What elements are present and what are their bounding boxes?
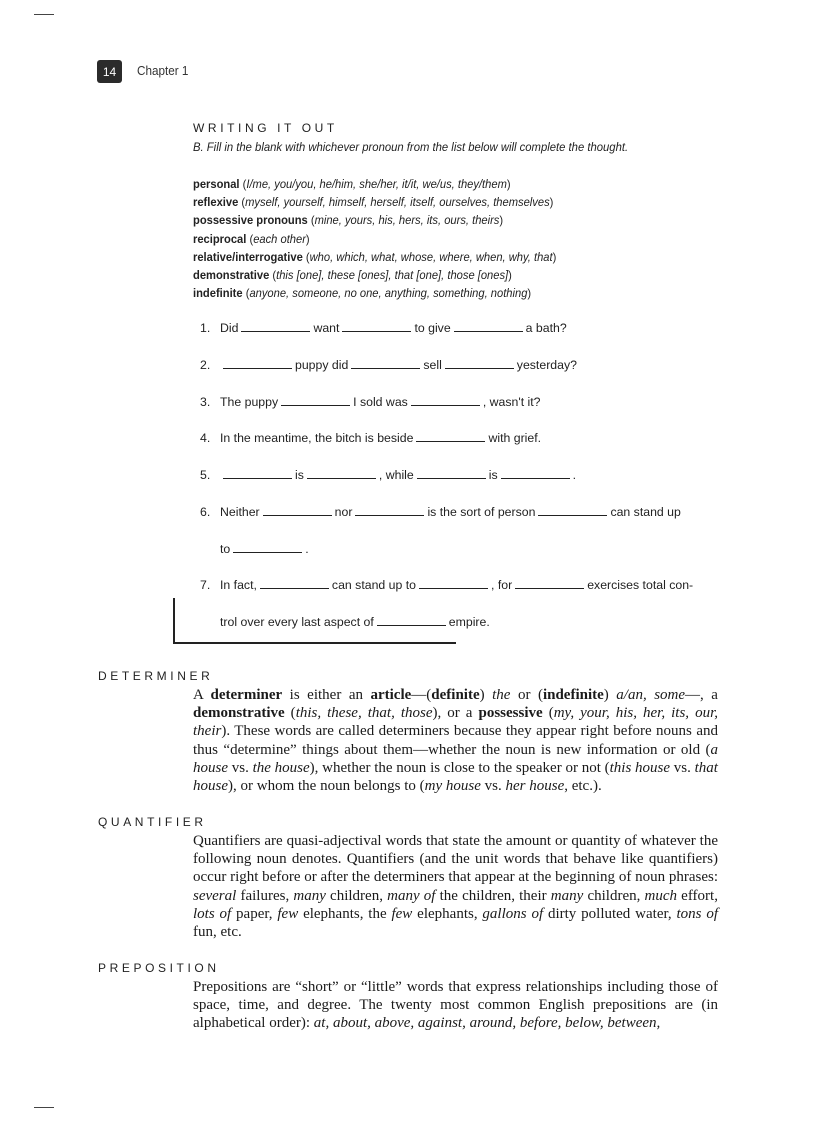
quantifier-heading: QUANTIFIER: [98, 815, 207, 829]
exercise-title: WRITING IT OUT: [193, 121, 338, 135]
answer-blank[interactable]: [307, 467, 376, 479]
exercise-bracket-horizontal: [173, 642, 456, 644]
quantifier-definition: Quantifiers are quasi-adjectival words that state the amount or quantity of whatever the following noun denotes. Quantifiers (and the unit words that behave like quantifiers) occur right before or after the determiners that appear at the beginning of noun phrases: several failures, many children, many of the children, their many children, much effort, lots of paper, few elephants, the few elephants, gallons of dirty polluted water, tons of fun, etc.: [193, 833, 718, 941]
crop-mark-bottom: [34, 1107, 54, 1108]
pronoun-type: demonstrative (this [one], these [ones], that [one], those [ones]): [193, 268, 512, 283]
exercise-item-4: 4. In the meantime, the bitch is beside with grief.: [200, 431, 542, 445]
answer-blank[interactable]: [233, 541, 302, 553]
answer-blank[interactable]: [342, 320, 411, 332]
answer-blank[interactable]: [223, 467, 292, 479]
pronoun-type: reflexive (myself, yourself, himself, herself, itself, ourselves, themselves): [193, 195, 554, 210]
page-number-badge: 14: [97, 60, 122, 83]
exercise-item-7: 7. In fact, can stand up to , for exercises total con-: [200, 578, 694, 592]
exercise-item-2: 2. puppy did sell yesterday?: [200, 358, 577, 372]
preposition-heading: PREPOSITION: [98, 961, 220, 975]
exercise-item-6: 6. Neither nor is the sort of person can stand up: [200, 505, 681, 519]
crop-mark-top: [34, 14, 54, 15]
answer-blank[interactable]: [260, 577, 329, 589]
answer-blank[interactable]: [445, 357, 514, 369]
answer-blank[interactable]: [419, 577, 488, 589]
exercise-item-5: 5. is , while is .: [200, 468, 577, 482]
exercise-item-1: 1. Did want to give a bath?: [200, 321, 567, 335]
determiner-heading: DETERMINER: [98, 669, 214, 683]
answer-blank[interactable]: [538, 504, 607, 516]
answer-blank[interactable]: [241, 320, 310, 332]
answer-blank[interactable]: [501, 467, 570, 479]
answer-blank[interactable]: [417, 467, 486, 479]
exercise-item-3: 3. The puppy I sold was , wasn't it?: [200, 395, 541, 409]
answer-blank[interactable]: [377, 614, 446, 626]
pronoun-type: relative/interrogative (who, which, what, whose, where, when, why, that): [193, 249, 557, 264]
chapter-label: Chapter 1: [137, 63, 189, 78]
answer-blank[interactable]: [454, 320, 523, 332]
answer-blank[interactable]: [263, 504, 332, 516]
exercise-item-6-cont: to .: [220, 542, 309, 556]
pronoun-type: possessive pronouns (mine, yours, his, hers, its, ours, theirs): [193, 213, 504, 228]
pronoun-type-list: [193, 175, 584, 302]
determiner-definition: A determiner is either an article—(definite) the or (indefinite) a/an, some—, a demonstrative (this, these, that, those), or a possessive (my, your, his, her, its, our, their). These words are called determiners because they appear right before nouns and thus “determine” things about them—whether the noun is new information or old (a house vs. the house), whether the noun is close to the speaker or not (this house vs. that house), or whom the noun belongs to (my house vs. her house, etc.).: [193, 687, 719, 795]
pronoun-type: indefinite (anyone, someone, no one, anything, something, nothing): [193, 286, 532, 301]
answer-blank[interactable]: [411, 394, 480, 406]
pronoun-type: personal (I/me, you/you, he/him, she/her, it/it, we/us, they/them): [193, 177, 511, 191]
exercise-item-7-cont: trol over every last aspect of empire.: [220, 615, 490, 629]
exercise-instruction: B. Fill in the blank with whichever pronoun from the list below will complete the thought.: [193, 140, 629, 154]
answer-blank[interactable]: [355, 504, 424, 516]
preposition-definition: Prepositions are “short” or “little” words that express relationships including those of space, time, and degree. The twenty most common English prepositions are (in alphabetical order): at, about, above, against, around, before, below, between,: [193, 979, 718, 1032]
answer-blank[interactable]: [515, 577, 584, 589]
answer-blank[interactable]: [281, 394, 350, 406]
answer-blank[interactable]: [223, 357, 292, 369]
exercise-bracket-vertical: [173, 598, 175, 643]
pronoun-type: reciprocal (each other): [193, 231, 310, 246]
answer-blank[interactable]: [416, 430, 485, 442]
answer-blank[interactable]: [351, 357, 420, 369]
